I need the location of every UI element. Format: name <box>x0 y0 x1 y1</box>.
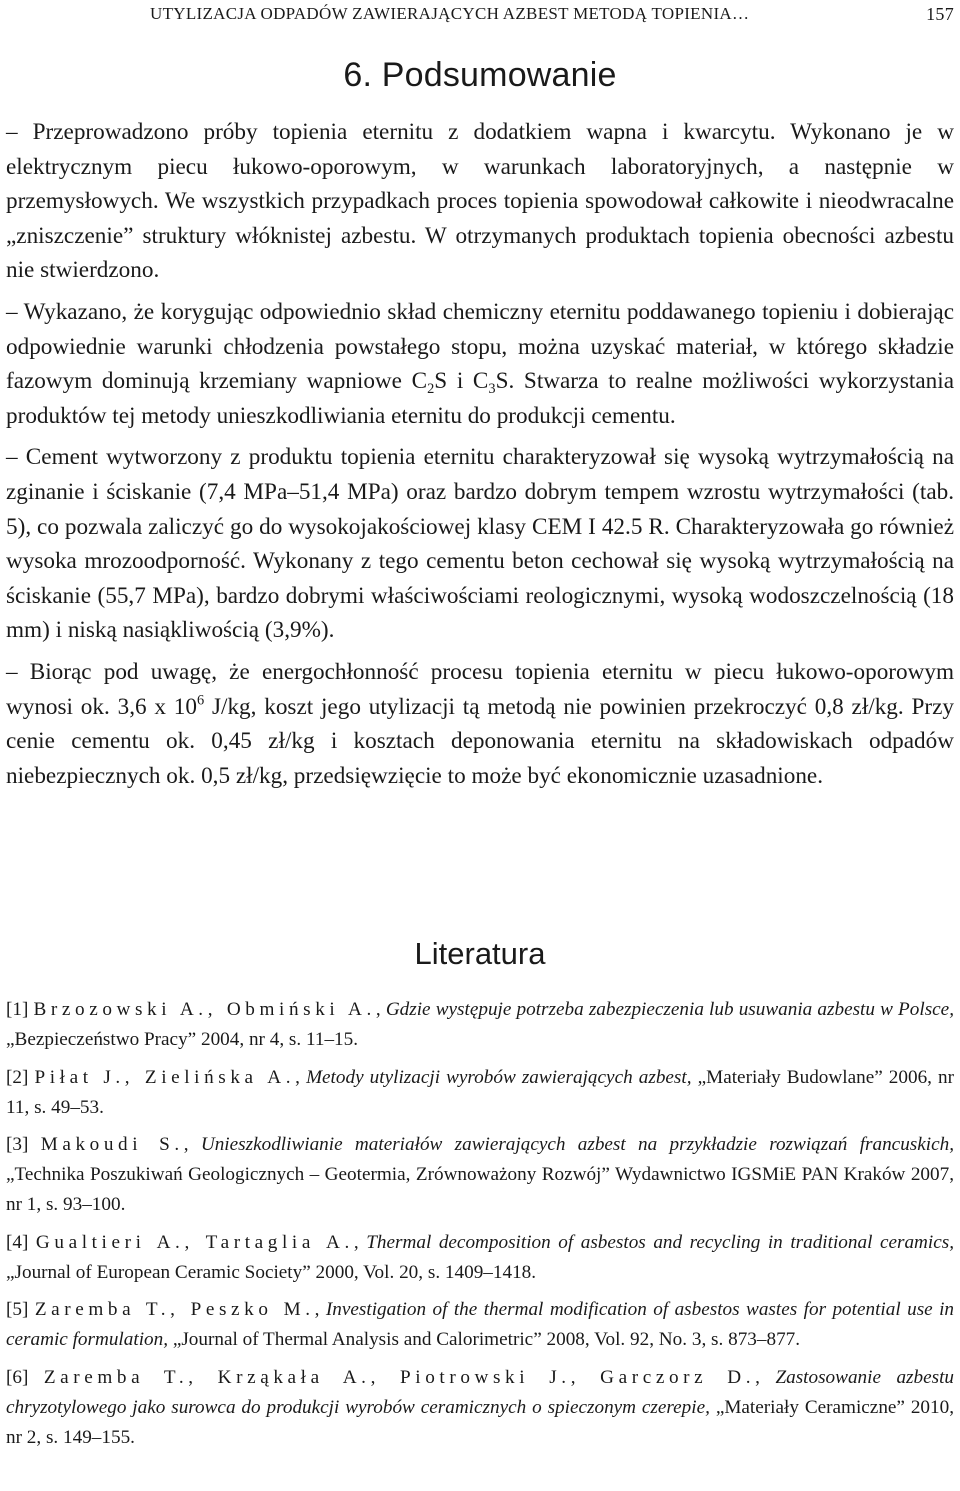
reference-authors: Brzozowski A., Obmiński A. <box>33 999 376 1020</box>
section-heading-summary: 6. Podsumowanie <box>343 56 617 94</box>
reference-source: „Technika Poszukiwań Geologicznych – Geotermia, Zrównoważony Rozwój” Wydawnictwo IGSMiE PAN Kraków 2007, nr 1, s. 93–100. <box>6 1164 954 1215</box>
text-run: J/kg, koszt jego utylizacji tą metodą nie powinien przekroczyć 0,8 zł/kg. Przy cenie cementu ok. 0,45 zł/kg i kosztach deponowania eternitu na składowiskach odpadów niebezpiecznych ok. 0,5 zł/kg, przedsięwzięcie to może być ekonomicznie uzasadnione. <box>6 693 954 789</box>
text-run: S i C <box>434 368 489 395</box>
reference-title: Unieszkodliwianie materiałów zawierających azbest na przykładzie rozwiązań francuskich, <box>200 1134 955 1155</box>
reference-title: Thermal decomposition of asbestos and recycling in traditional ceramics, <box>366 1231 955 1253</box>
reference-item: [3] Makoudi S., Unieszkodliwianie materiałów zawierających azbest na przykładzie rozwiązań francuskich, „Technika Poszukiwań Geologicznych – Geotermia, Zrównoważony Rozwój” Wydawnictwo IGSMiE PAN Kraków 2007, nr 1, s. 93–100. <box>6 1134 955 1215</box>
reference-number: [4] <box>6 1231 29 1253</box>
reference-list <box>6 995 954 1460</box>
reference-title: Metody utylizacji wyrobów zawierających azbest, <box>306 1066 692 1088</box>
text-run: S. Stwarza to realne możliwości wykorzystania produktów tej metody unieszkodliwiania eternitu do produkcji cementu. <box>6 368 954 429</box>
reference-authors: Gualtieri A., Tartaglia A. <box>35 1231 354 1253</box>
summary-paragraph-3: – Cement wytworzony z produktu topienia eternitu charakteryzował się wysoką wytrzymałością na zginanie i ściskanie (7,4 MPa–51,4 MPa) oraz bardzo dobrym tempem wzrostu wytrzymałości (tab. 5), co pozwala zaliczyć go do wysokojakościowej klasy CEM I 42.5 R. Charakteryzowała go również wysoka mrozoodporność. Wykonany z tego cementu beton cechował się wysoką wytrzymałością na ściskanie (55,7 MPa), bardzo dobrymi właściwościami reologicznymi, wysoką wodoszczelnością (18 mm) i niską nasiąkliwością (3,9%). <box>6 444 954 644</box>
text-run: – Wykazano, że korygując odpowiednio skład chemiczny eternitu poddawanego topieniu i dobierając odpowiednie warunki chłodzenia powstałego stopu, można uzyskać materiał, w którego składzie fazowym dominują krzemiany wapniowe C <box>6 298 954 395</box>
subscript: 3 <box>488 381 496 398</box>
reference-title: Gdzie występuje potrzeba zabezpieczenia lub usuwania azbestu w Polsce, <box>385 999 954 1020</box>
reference-authors: Piłat J., Zielińska A. <box>34 1066 296 1088</box>
reference-source: „Journal of European Ceramic Society” 2000, Vol. 20, s. 1409–1418. <box>6 1261 537 1283</box>
reference-item: [4] Gualtieri A., Tartaglia A., Thermal decomposition of asbestos and recycling in traditional ceramics, „Journal of European Ceramic Society” 2000, Vol. 20, s. 1409–1418. <box>6 1231 955 1283</box>
reference-item: [6] Zaremba T., Krząkała A., Piotrowski J., Garczorz D., Zastosowanie azbestu chryzotylowego jako surowca do produkcji wyrobów ceramicznych o spieczonym czerepie, „Materiały Ceramiczne” 2010, nr 2, s. 149–155. <box>6 1366 955 1448</box>
reference-source: „Materiały Budowlane” 2006, nr 11, s. 49–53. <box>6 1066 955 1118</box>
reference-title: Zastosowanie azbestu chryzotylowego jako surowca do produkcji wyrobów ceramicznych o spieczonym czerepie, <box>6 1366 955 1418</box>
reference-item: [5] Zaremba T., Peszko M., Investigation of the thermal modification of asbestos wastes for potential use in ceramic formulation, „Journal of Thermal Analysis and Calorimetric” 2008, Vol. 92, No. 3, s. 873–877. <box>6 1299 955 1350</box>
page-number: 157 <box>926 4 954 24</box>
reference-number: [2] <box>6 1066 29 1088</box>
reference-number: [3] <box>6 1134 29 1155</box>
reference-number: [6] <box>6 1366 29 1388</box>
reference-source: „Journal of Thermal Analysis and Calorimetric” 2008, Vol. 92, No. 3, s. 873–877. <box>172 1329 801 1350</box>
reference-source: „Bezpieczeństwo Pracy” 2004, nr 4, s. 11–15. <box>6 1029 359 1050</box>
subscript: 2 <box>427 381 435 398</box>
reference-number: [1] <box>6 999 29 1020</box>
reference-source: „Materiały Ceramiczne” 2010, nr 2, s. 149–155. <box>6 1396 955 1448</box>
section-heading-literature: Literatura <box>414 936 546 971</box>
text-run: – Biorąc pod uwagę, że energochłonność procesu topienia eternitu w piecu łukowo-oporowym wynosi ok. 3,6 x 10 <box>6 658 954 720</box>
summary-paragraph-2 <box>6 295 954 433</box>
summary-paragraph-4 <box>6 655 954 793</box>
reference-item: [2] Piłat J., Zielińska A., Metody utylizacji wyrobów zawierających azbest, „Materiały Budowlane” 2006, nr 11, s. 49–53. <box>6 1066 955 1118</box>
reference-authors: Makoudi S. <box>40 1134 184 1155</box>
reference-item: [1] Brzozowski A., Obmiński A., Gdzie występuje potrzeba zabezpieczenia lub usuwania azbestu w Polsce, „Bezpieczeństwo Pracy” 2004, nr 4, s. 11–15. <box>6 999 954 1050</box>
summary-paragraph-1: – Przeprowadzono próby topienia eternitu z dodatkiem wapna i kwarcytu. Wykonano je w elektrycznym piecu łukowo-oporowym, w warunkach laboratoryjnych, a następnie w przemysłowych. We wszystkich przypadkach proces topienia spowodował całkowite i nieodwracalne „zniszczenie” struktury włóknistej azbestu. W otrzymanych produktach topienia obecności azbestu nie stwierdzono. <box>6 119 954 284</box>
superscript: 6 <box>196 692 205 709</box>
running-title: UTYLIZACJA ODPADÓW ZAWIERAJĄCYCH AZBEST METODĄ TOPIENIA… <box>150 4 750 23</box>
reference-number: [5] <box>6 1299 29 1320</box>
reference-authors: Zaremba T., Peszko M. <box>34 1299 315 1320</box>
reference-authors: Zaremba T., Krząkała A., Piotrowski J., Garczorz D. <box>43 1366 756 1388</box>
reference-title: Investigation of the thermal modification of asbestos wastes for potential use in ceramic formulation, <box>6 1299 955 1350</box>
summary-body <box>6 115 954 800</box>
